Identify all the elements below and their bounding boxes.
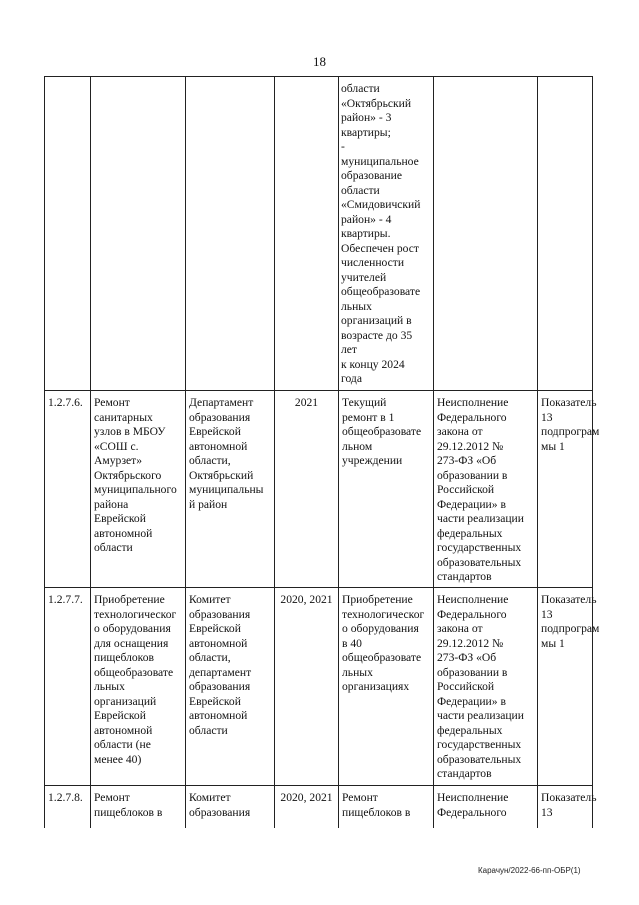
- table-divider: [537, 76, 538, 828]
- table-divider: [274, 76, 275, 828]
- table-row-number: 1.2.7.6.: [48, 396, 83, 409]
- indicator-link-cell: Показатель 13 подпрограм мы 1: [541, 593, 600, 650]
- footer-document-code: Карачун/2022-66-пп-ОБР(1): [478, 866, 581, 875]
- event-cell: Ремонт пищеблоков в: [94, 791, 163, 819]
- table-divider: [185, 76, 186, 828]
- executor-cell: Комитет образования Еврейской автономной области, департамент образования Еврейской автономной области: [189, 593, 252, 737]
- event-cell: Ремонт санитарных узлов в МБОУ «СОШ с. Амурзет» Октябрьского муниципального района Еврейской автономной области: [94, 396, 177, 554]
- table-divider: [433, 76, 434, 828]
- result-cell: Ремонт пищеблоков в: [342, 791, 411, 819]
- consequence-cell: Неисполнение Федерального закона от 29.12.2012 № 273-ФЗ «Об образовании в Российской Федерации» в части реализации федеральных государственных образовательных стандартов: [437, 593, 524, 780]
- consequence-cell: Неисполнение Федерального закона от 29.12.2012 № 273-ФЗ «Об образовании в Российской Федерации» в части реализации федеральных государственных образовательных стандартов: [437, 396, 524, 583]
- row-separator: [44, 587, 592, 588]
- executor-cell: Департамент образования Еврейской автономной области, Октябрьский муниципальны й район: [189, 396, 264, 511]
- table-border-top: [44, 76, 592, 77]
- page-number: 18: [313, 54, 326, 69]
- years-cell: 2020, 2021: [280, 593, 333, 606]
- executor-cell: Комитет образования: [189, 791, 251, 819]
- continuation-result-cell: области «Октябрьский район» - 3 квартиры; - муниципальное образование области «Смидовичский район» - 4 квартиры. Обеспечен рост численности учителей общеобразовате льных организаций в возрасте до 35 лет к концу 2024 года: [341, 82, 421, 385]
- event-cell: Приобретение технологическог о оборудования для оснащения пищеблоков общеобразовате льных организаций Еврейской автономной области (не менее 40): [94, 593, 177, 766]
- table-divider: [90, 76, 91, 828]
- table-row-number: 1.2.7.8.: [48, 791, 83, 804]
- result-cell: Текущий ремонт в 1 общеобразовате льном учреждении: [342, 396, 422, 467]
- result-cell: Приобретение технологическог о оборудования в 40 общеобразовате льных организациях: [342, 593, 425, 693]
- table-border-left: [44, 76, 45, 828]
- indicator-link-cell: Показатель 13: [541, 791, 597, 819]
- row-separator: [44, 390, 592, 391]
- consequence-cell: Неисполнение Федерального: [437, 791, 509, 819]
- years-cell: 2021: [294, 396, 319, 409]
- years-cell: 2020, 2021: [280, 791, 333, 804]
- row-separator: [44, 785, 592, 786]
- indicator-link-cell: Показатель 13 подпрограм мы 1: [541, 396, 600, 453]
- table-divider: [338, 76, 339, 828]
- table-row-number: 1.2.7.7.: [48, 593, 83, 606]
